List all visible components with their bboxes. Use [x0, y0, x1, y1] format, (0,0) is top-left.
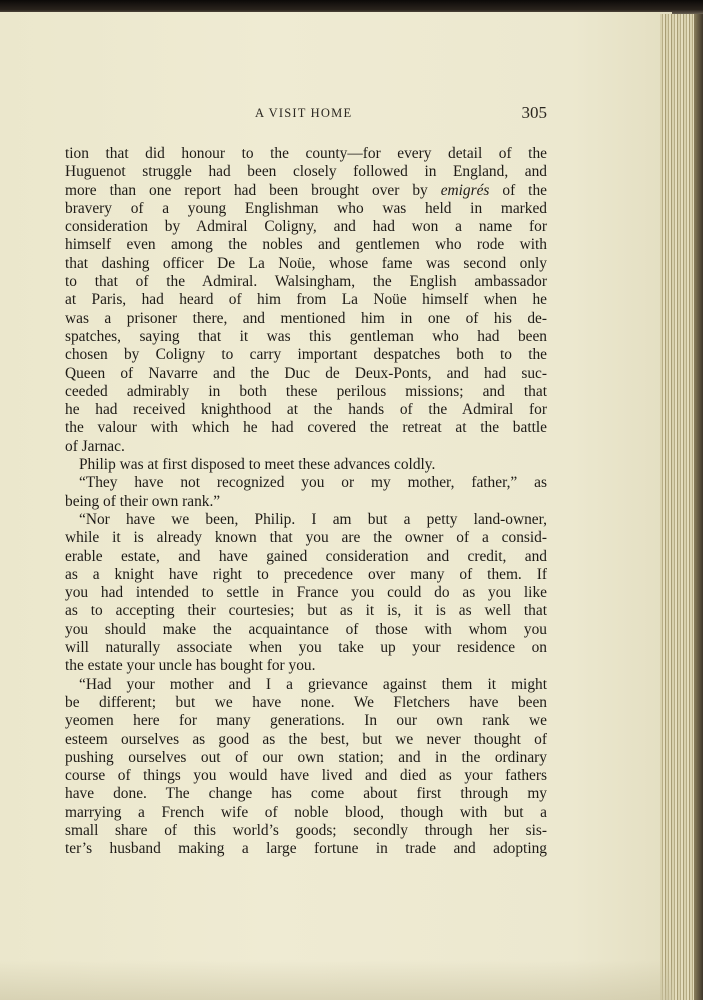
running-title: A VISIT HOME: [255, 106, 353, 120]
text-line: being of their own rank.”: [65, 492, 221, 510]
text-line: more than one report had been brought over by emigrés of the: [65, 181, 547, 199]
text-line: pushing ourselves out of our own station; and in the ordinary: [65, 748, 547, 766]
text-line: to that of the Admiral. Walsingham, the English ambassador: [65, 273, 547, 291]
text-line: spatches, saying that it was this gentleman who had been: [65, 327, 547, 345]
running-header: [65, 103, 547, 125]
text-line: of Jarnac.: [65, 437, 125, 455]
text-line: be different; but we have none. We Fletchers have been: [65, 693, 547, 711]
text-line: course of things you would have lived and died as your fathers: [65, 767, 547, 785]
text-line: “They have not recognized you or my mother, father,” as: [79, 474, 547, 492]
page-bottom-shade: [0, 960, 672, 1000]
text-line: erable estate, and have gained consideration and credit, and: [65, 547, 547, 565]
text-line: Queen of Navarre and the Duc de Deux-Ponts, and had suc-: [65, 364, 547, 382]
text-line: the valour with which he had covered the retreat at the battle: [65, 419, 547, 437]
text-line: “Had your mother and I a grievance against them it might: [79, 675, 547, 693]
text-line: that dashing officer De La Noüe, whose fame was second only: [65, 254, 547, 272]
text-line: ceeded admirably in both these perilous missions; and that: [65, 382, 547, 400]
text-line: marrying a French wife of noble blood, though with but a: [65, 803, 547, 821]
text-line: Philip was at first disposed to meet these advances coldly.: [79, 456, 436, 474]
text-line: himself even among the nobles and gentlemen who rode with: [65, 236, 547, 254]
text-line: as a knight have right to precedence over many of them. If: [65, 565, 547, 583]
text-line: small share of this world’s goods; secondly through her sis-: [65, 821, 547, 839]
text-line: he had received knighthood at the hands of the Admiral for: [65, 401, 547, 419]
text-line: was a prisoner there, and mentioned him in one of his de-: [65, 309, 547, 327]
text-line: consideration by Admiral Coligny, and had won a name for: [65, 218, 547, 236]
text-line: Huguenot struggle had been closely followed in England, and: [65, 163, 547, 181]
page-number: 305: [521, 103, 547, 122]
text-line: esteem ourselves as good as the best, but we never thought of: [65, 730, 547, 748]
text-line: the estate your uncle has bought for you.: [65, 657, 316, 675]
text-line: as to accepting their courtesies; but as it is, it is as well that: [65, 602, 547, 620]
text-line: you had intended to settle in France you could do as you like: [65, 584, 547, 602]
text-line: while it is already known that you are the owner of a consid-: [65, 529, 547, 547]
text-line: bravery of a young Englishman who was held in marked: [65, 199, 547, 217]
text-line: chosen by Coligny to carry important despatches both to the: [65, 346, 547, 364]
text-line: you should make the acquaintance of those with whom you: [65, 620, 547, 638]
text-line: “Nor have we been, Philip. I am but a petty land-owner,: [79, 510, 547, 528]
text-line: tion that did honour to the county—for every detail of the: [65, 145, 547, 162]
body-text: [65, 145, 547, 859]
text-line: at Paris, had heard of him from La Noüe himself when he: [65, 291, 547, 309]
text-line: will naturally associate when you take up your residence on: [65, 639, 547, 657]
book-cover-edge: [694, 14, 703, 1000]
text-line: ter’s husband making a large fortune in trade and adopting: [65, 840, 547, 858]
text-line: yeomen here for many generations. In our own rank we: [65, 712, 547, 730]
foreign-word: emigrés: [440, 181, 490, 199]
text-line: have done. The change has come about first through my: [65, 785, 547, 803]
